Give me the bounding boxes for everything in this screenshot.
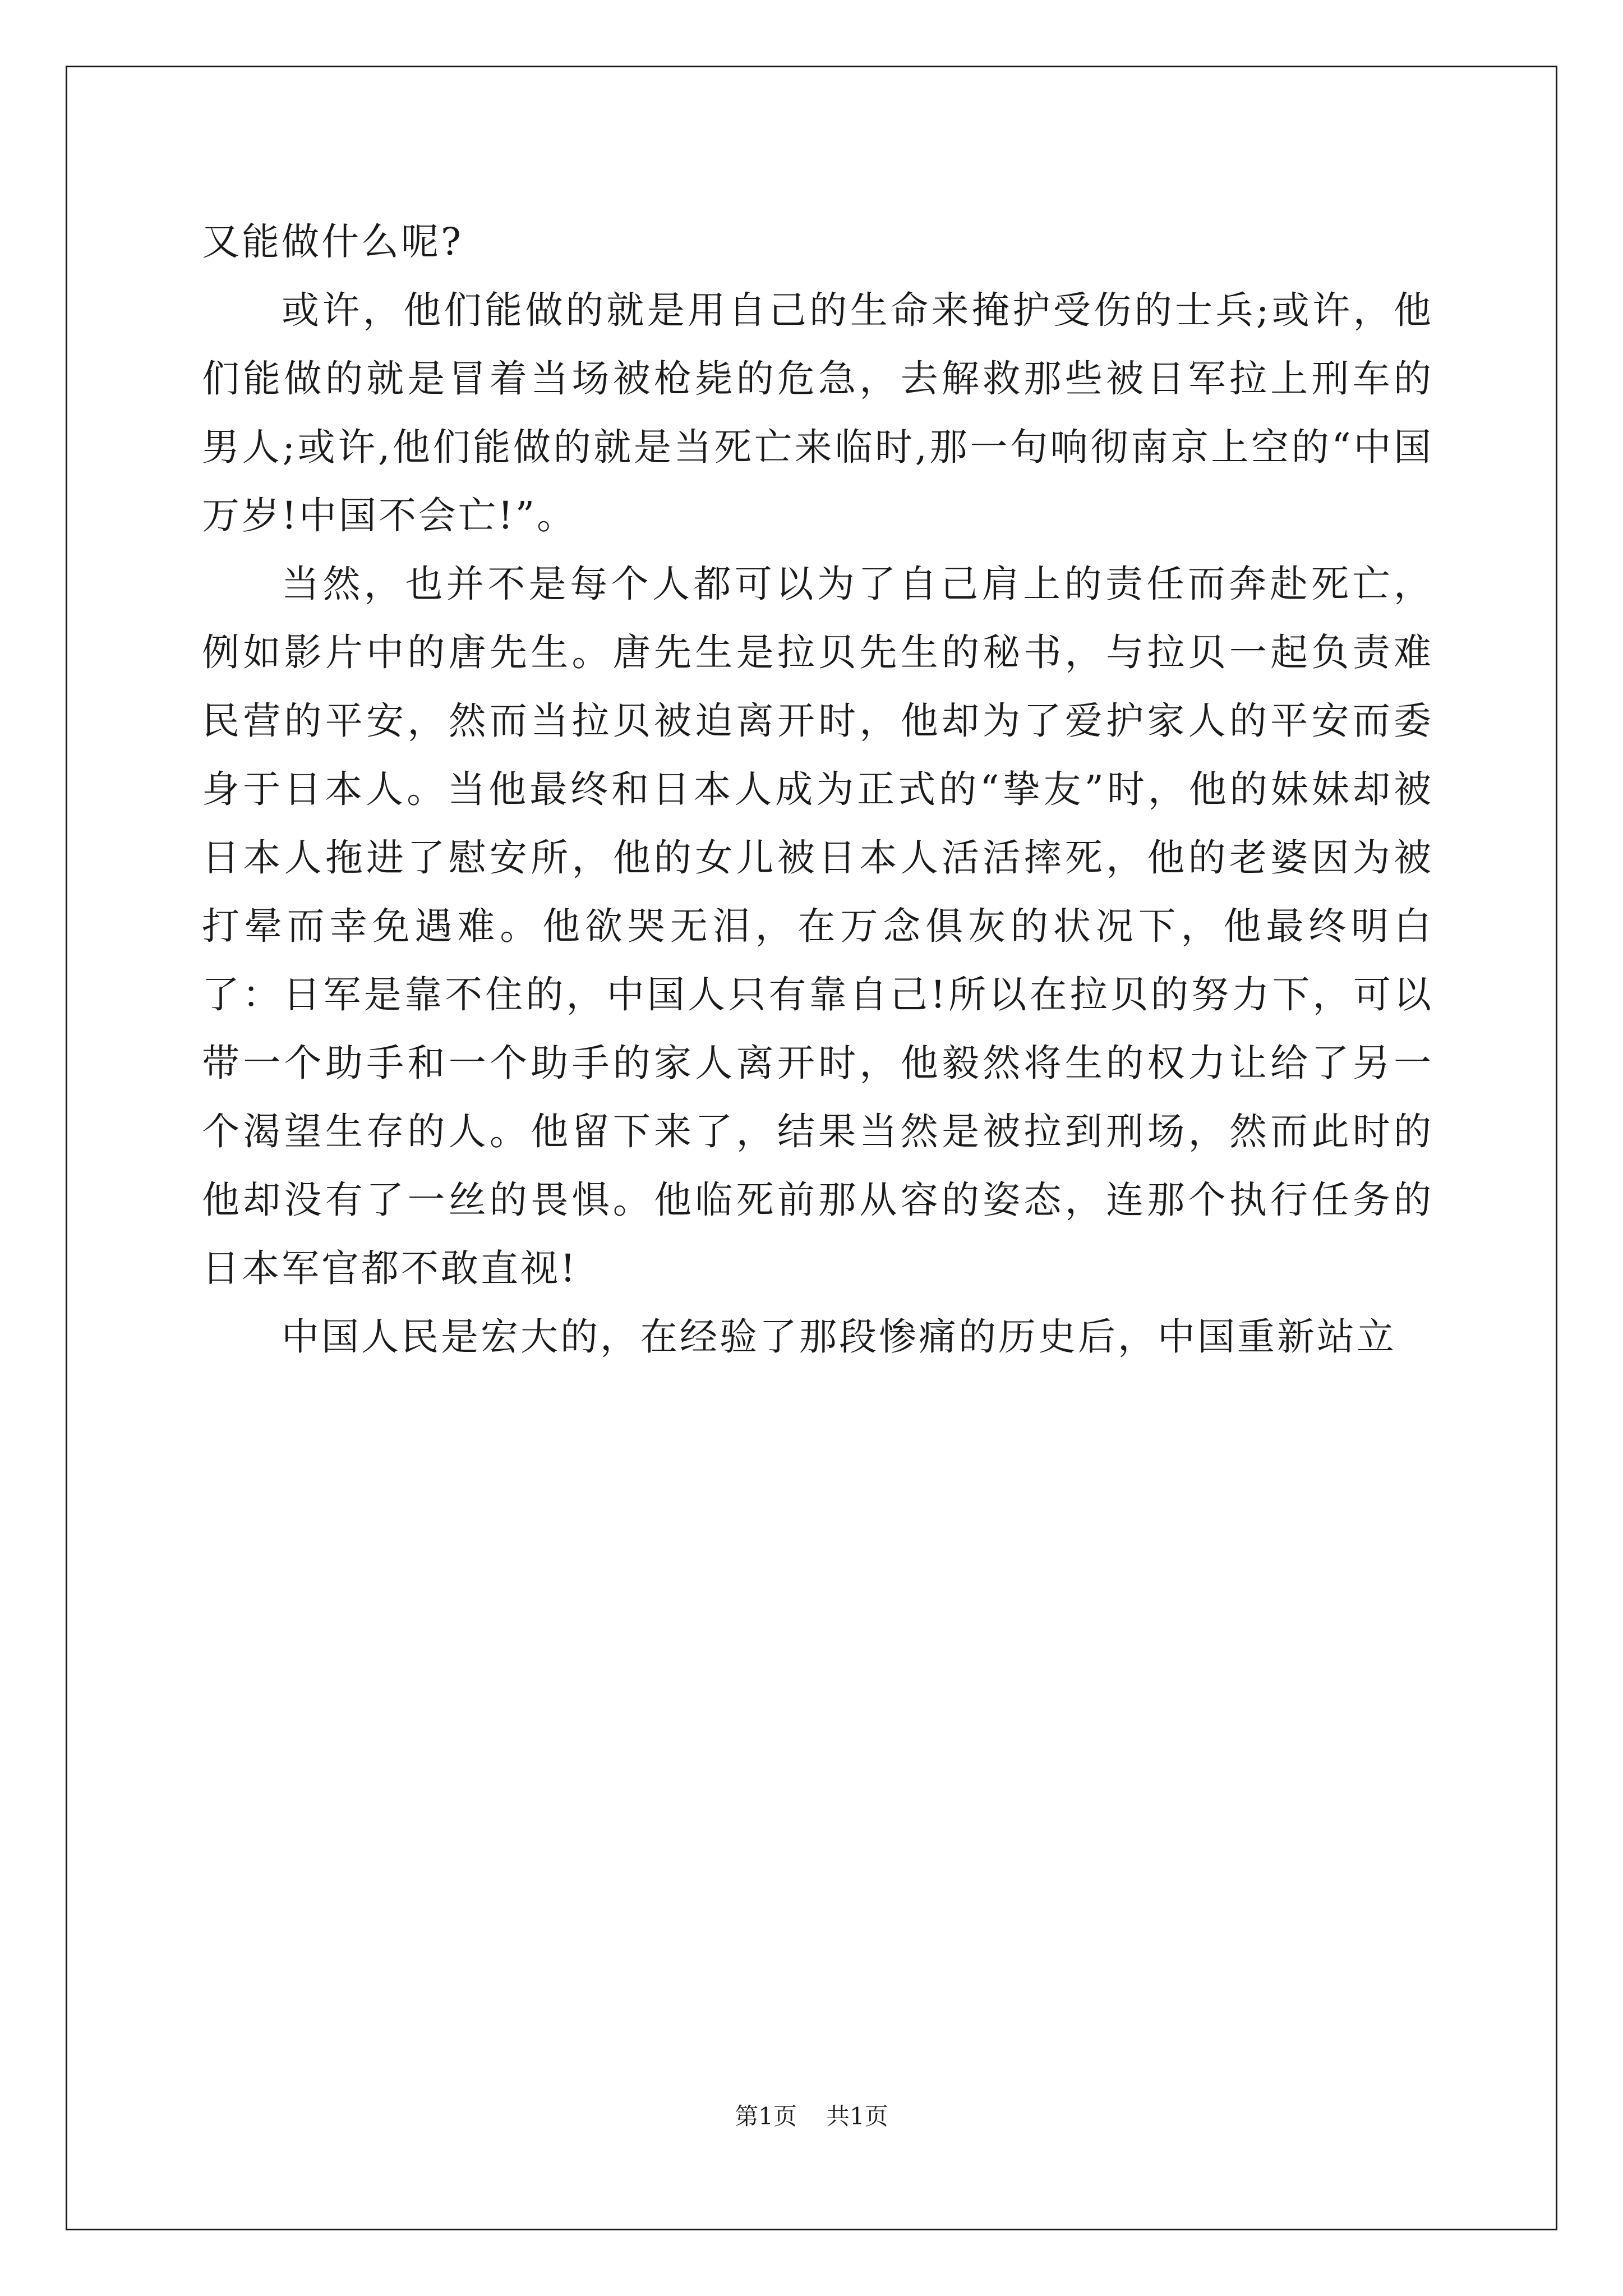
paragraph-1: 又能做什么呢? [202, 220, 463, 264]
page-number-current: 第1页 [735, 2102, 797, 2130]
paragraph-3: 当然，也并不是每个人都可以为了自己肩上的责任而奔赴死亡，例如影片中的唐先生。唐先生是拉贝先生的秘书，与拉贝一起负责难民营的平安，然而当拉贝被迫离开时，他却为了爱护家人的平安而委身于日本人。当他最终和日本人成为正式的“挚友”时，他的妹妹却被日本人拖进了慰安所，他的女儿被日本人活活摔死，他的老婆因为被打晕而幸免遇难。他欲哭无泪，在万念俱灰的状况下，他最终明白了：日军是靠不住的，中国人只有靠自己!所以在拉贝的努力下，可以带一个助手和一个助手的家人离开时，他毅然将生的权力让给了另一个渴望生存的人。他留下来了，结果当然是被拉到刑场，然而此时的他却没有了一丝的畏惧。他临死前那从容的姿态，连那个执行任务的日本军官都不敢直视! [202, 562, 1433, 1290]
page-footer [0, 2098, 1623, 2132]
paragraph-4: 中国人民是宏大的，在经验了那段惨痛的历史后，中国重新站立 [282, 1315, 1396, 1359]
paragraph-2: 或许，他们能做的就是用自己的生命来掩护受伤的士兵;或许，他们能做的就是冒着当场被枪毙的危急，去解救那些被日军拉上刑车的男人;或许,他们能做的就是当死亡来临时,那一句响彻南京上空的“中国万岁!中国不会亡!”。 [202, 288, 1433, 537]
document-body [202, 208, 1433, 1371]
page-number-total: 共1页 [826, 2102, 888, 2130]
